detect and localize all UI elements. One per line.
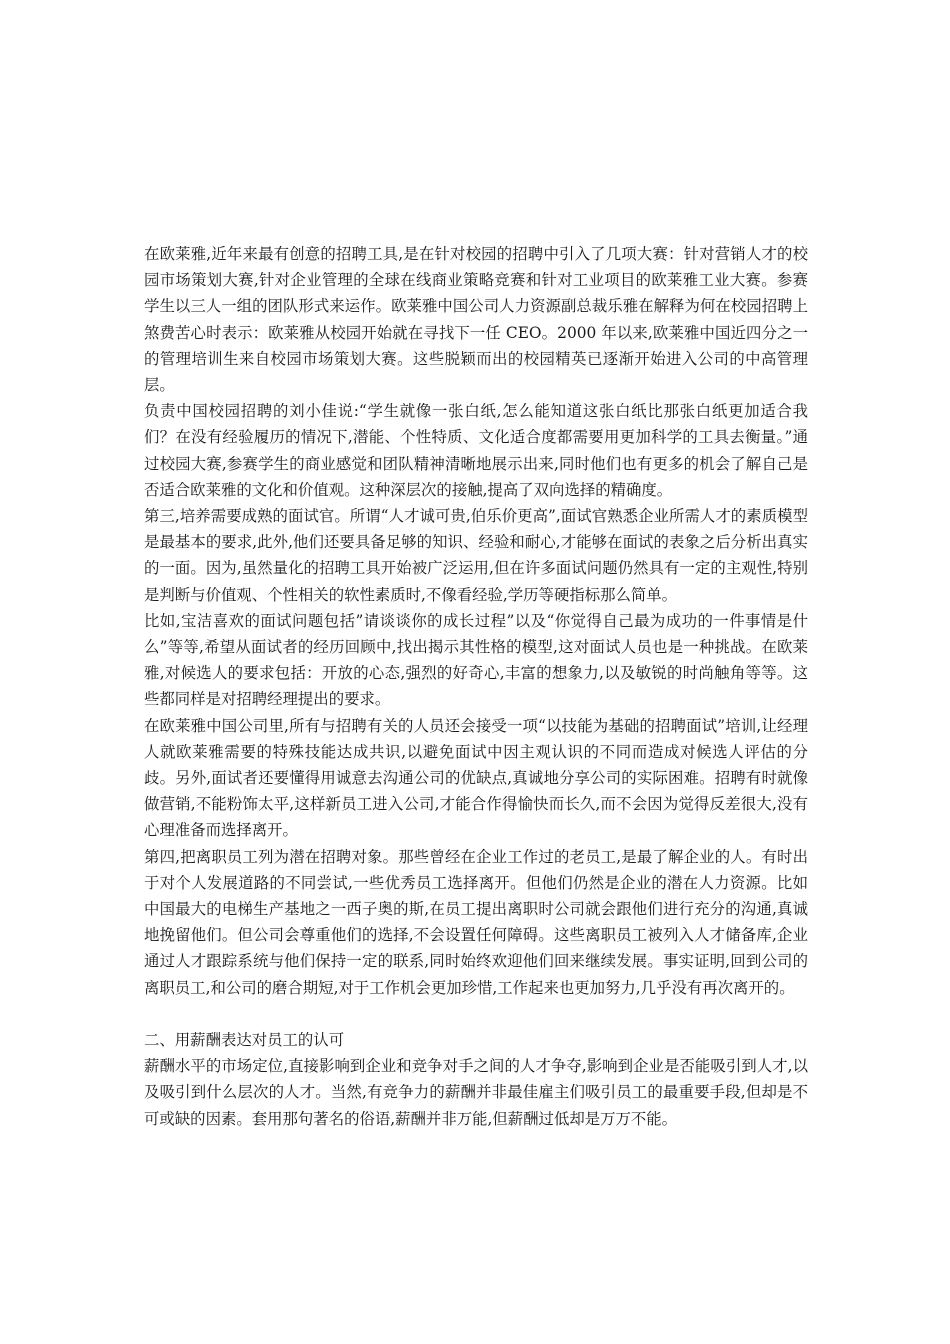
paragraph-interview-questions: 比如,宝洁喜欢的面试问题包括”请谈谈你的成长过程”以及“你觉得自己最为成功的一件事情是什么”等等,希望从面试者的经历回顾中,找出揭示其性格的模型,这对面试人员也是一种挑战。在欧莱雅,对候选人的要求包括：开放的心态,强烈的好奇心,丰富的想象力,以及敏锐的时尚触角等等。这些都同样是对招聘经理提出的要求。 xyxy=(144,611,808,709)
paragraph-former-employees: 第四,把离职员工列为潜在招聘对象。那些曾经在企业工作过的老员工,是最了解企业的人。有时出于对个人发展道路的不同尝试,一些优秀员工选择离开。但他们仍然是企业的潜在人力资源。比如中国最大的电梯生产基地之一西子奥的斯,在员工提出离职时公司就会跟他们进行充分的沟通,真诚地挽留他们。但公司会尊重他们的选择,不会设置任何障碍。这些离职员工被列入人才储备库,企业通过人才跟踪系统与他们保持一定的联系,同时始终欢迎他们回来继续发展。事实证明,回到公司的离职员工,和公司的磨合期短,对于工作机会更加珍惜,工作起来也更加努力,几乎没有再次离开的。 xyxy=(144,847,808,997)
paragraph-interviewers: 第三,培养需要成熟的面试官。所谓“人才诚可贵,伯乐价更高”,面试官熟悉企业所需人才的素质模型是最基本的要求,此外,他们还要具备足够的知识、经验和耐心,才能够在面试的表象之后分析出真实的一面。因为,虽然量化的招聘工具开始被广泛运用,但在许多面试问题仍然具有一定的主观性,特别是判断与价值观、个性相关的软性素质时,不像看经验,学历等硬指标那么简单。 xyxy=(144,507,808,604)
paragraph-compensation: 薪酬水平的市场定位,直接影响到企业和竞争对手之间的人才争夺,影响到企业是否能吸引到人才,以及吸引到什么层次的人才。当然,有竞争力的薪酬并非最佳雇主们吸引员工的最重要手段,但却是不可或缺的因素。套用那句著名的俗语,薪酬并非万能,但薪酬过低却是万万不能。 xyxy=(144,1057,808,1128)
section-heading: 二、用薪酬表达对员工的认可 xyxy=(144,1031,345,1050)
paragraph-loreal-contests: 在欧莱雅,近年来最有创意的招聘工具,是在针对校园的招聘中引入了几项大赛：针对营销人才的校园市场策划大赛,针对企业管理的全球在线商业策略竞赛和针对工业项目的欧莱雅工业大赛。参赛学生以三人一组的团队形式来运作。欧莱雅中国公司人力资源副总裁乐雅在解释为何在校园招聘上煞费苦心时表示：欧莱雅从校园开始就在寻找下一任 CEO。2000 年以来,欧莱雅中国近四分之一的管理培训生来自校园市场策划大赛。这些脱颖而出的校园精英已逐渐开始进入公司的中高管理层。 xyxy=(144,245,808,395)
paragraph-campus-recruiting: 负责中国校园招聘的刘小佳说:“学生就像一张白纸,怎么能知道这张白纸比那张白纸更加适合我们？在没有经验履历的情况下,潜能、个性特质、文化适合度都需要用更加科学的工具去衡量。”通过校园大赛,参赛学生的商业感觉和团队精神清晰地展示出来,同时他们也有更多的机会了解自己是否适合欧莱雅的文化和价值观。这种深层次的接触,提高了双向选择的精确度。 xyxy=(144,402,808,499)
paragraph-interview-training: 在欧莱雅中国公司里,所有与招聘有关的人员还会接受一项“以技能为基础的招聘面试”培训,让经理人就欧莱雅需要的特殊技能达成共识,以避免面试中因主观认识的不同而造成对候选人评估的分歧。另外,面试者还要懂得用诚意去沟通公司的优缺点,真诚地分享公司的实际困难。招聘有时就像做营销,不能粉饰太平,这样新员工进入公司,才能合作得愉快而长久,而不会因为觉得反差很大,没有心理准备而选择离开。 xyxy=(144,716,808,840)
document-body xyxy=(144,241,808,1132)
blank-line xyxy=(144,1001,808,1027)
